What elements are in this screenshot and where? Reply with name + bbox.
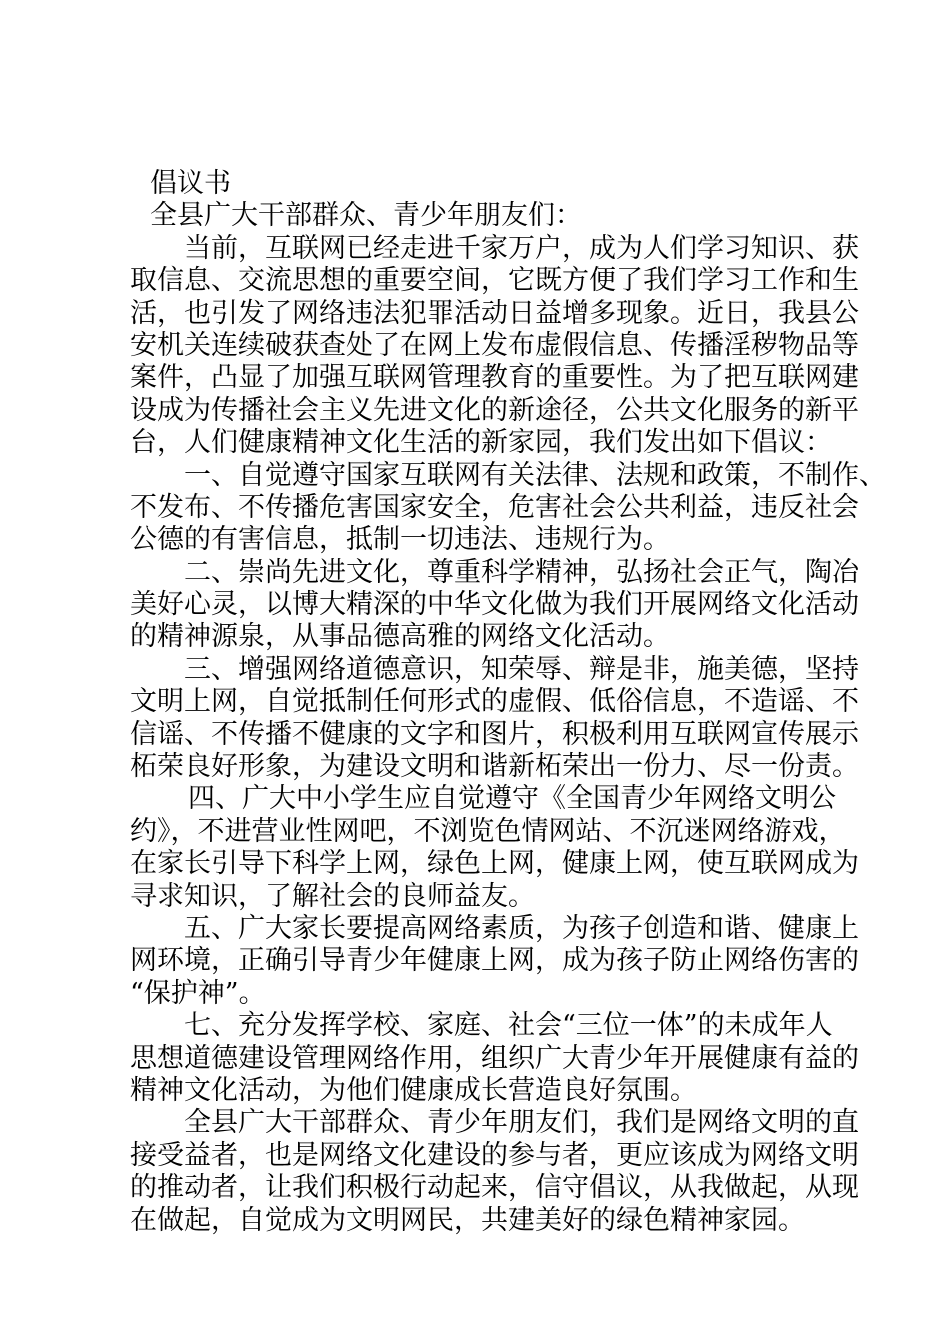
paragraph-line: 设成为传播社会主义先进文化的新途径，公共文化服务的新平 (130, 394, 859, 426)
paragraph-line: 约》，不进营业性网吧，不浏览色情网站、不沉迷网络游戏， (130, 815, 846, 847)
paragraph-item-1 (130, 459, 886, 557)
paragraph-line: 不发布、不传播危害国家安全，危害社会公共利益，违反社会 (130, 491, 859, 523)
paragraph-item-4 (130, 783, 859, 913)
paragraph-line: 取信息、交流思想的重要空间，它既方便了我们学习工作和生 (130, 265, 859, 297)
paragraph-closing (130, 1107, 859, 1237)
greeting: 全县广大干部群众、青少年朋友们： (150, 200, 582, 232)
paragraph-line: 美好心灵，以博大精深的中华文化做为我们开展网络文化活动 (130, 589, 859, 621)
paragraph-item-7 (130, 1010, 859, 1107)
document-title: 倡议书 (150, 168, 231, 199)
paragraph-item-5 (130, 912, 859, 1010)
paragraph-line: 公德的有害信息，抵制一切违法、违规行为。 (130, 524, 670, 556)
paragraph-line: 文明上网，自觉抵制任何形式的虚假、低俗信息，不造谣、不 (130, 686, 859, 718)
paragraph-item-3 (130, 653, 859, 784)
paragraph-line: 在家长引导下科学上网，绿色上网，健康上网，使互联网成为 (130, 848, 859, 880)
paragraph-line: 寻求知识，了解社会的良师益友。 (130, 880, 535, 912)
paragraph-line: 二、崇尚先进文化，尊重科学精神，弘扬社会正气，陶冶 (184, 556, 859, 588)
paragraph-line: 五、广大家长要提高网络素质，为孩子创造和谐、健康上 (184, 912, 859, 944)
paragraph-line: 柘荣良好形象，为建设文明和谐新柘荣出一份力、尽一份责。 (130, 751, 859, 783)
paragraph-line: 网环境，正确引导青少年健康上网，成为孩子防止网络伤害的 (130, 945, 859, 977)
paragraph-line: 三、增强网络道德意识，知荣辱、辩是非，施美德，坚持 (184, 653, 859, 685)
paragraph-line: 的精神源泉，从事品德高雅的网络文化活动。 (130, 621, 670, 653)
document-page (130, 168, 886, 1237)
paragraph-line: 思想道德建设管理网络作用，组织广大青少年开展健康有益的 (130, 1042, 859, 1074)
paragraph-line: 台，人们健康精神文化生活的新家园，我们发出如下倡议： (130, 427, 832, 459)
paragraph-line: 一、自觉遵守国家互联网有关法律、法规和政策，不制作、 (184, 459, 886, 491)
paragraph-line: 的推动者，让我们积极行动起来，信守倡议，从我做起，从现 (130, 1172, 859, 1204)
paragraph-line: 在做起，自觉成为文明网民，共建美好的绿色精神家园。 (130, 1204, 805, 1236)
paragraph-line: 接受益者，也是网络文化建设的参与者，更应该成为网络文明 (130, 1139, 859, 1171)
paragraph-line: 安机关连续破获查处了在网上发布虚假信息、传播淫秽物品等 (130, 329, 859, 361)
paragraph-line: 活，也引发了网络违法犯罪活动日益增多现象。近日，我县公 (130, 297, 859, 329)
paragraph-item-2 (130, 556, 859, 654)
paragraph-line: “保护神”。 (130, 977, 266, 1009)
paragraph-intro (130, 232, 859, 460)
paragraph-line: 七、充分发挥学校、家庭、社会“三位一体”的未成年人 (184, 1010, 833, 1042)
paragraph-line: 案件，凸显了加强互联网管理教育的重要性。为了把互联网建 (130, 362, 859, 394)
paragraph-line: 当前，互联网已经走进千家万户，成为人们学习知识、获 (184, 232, 859, 264)
paragraph-line: 精神文化活动，为他们健康成长营造良好氛围。 (130, 1074, 697, 1106)
paragraph-line: 信谣、不传播不健康的文字和图片，积极利用互联网宣传展示 (130, 718, 859, 750)
paragraph-line: 四、广大中小学生应自觉遵守《全国青少年网络文明公 (188, 783, 836, 815)
paragraph-line: 全县广大干部群众、青少年朋友们，我们是网络文明的直 (184, 1107, 859, 1139)
